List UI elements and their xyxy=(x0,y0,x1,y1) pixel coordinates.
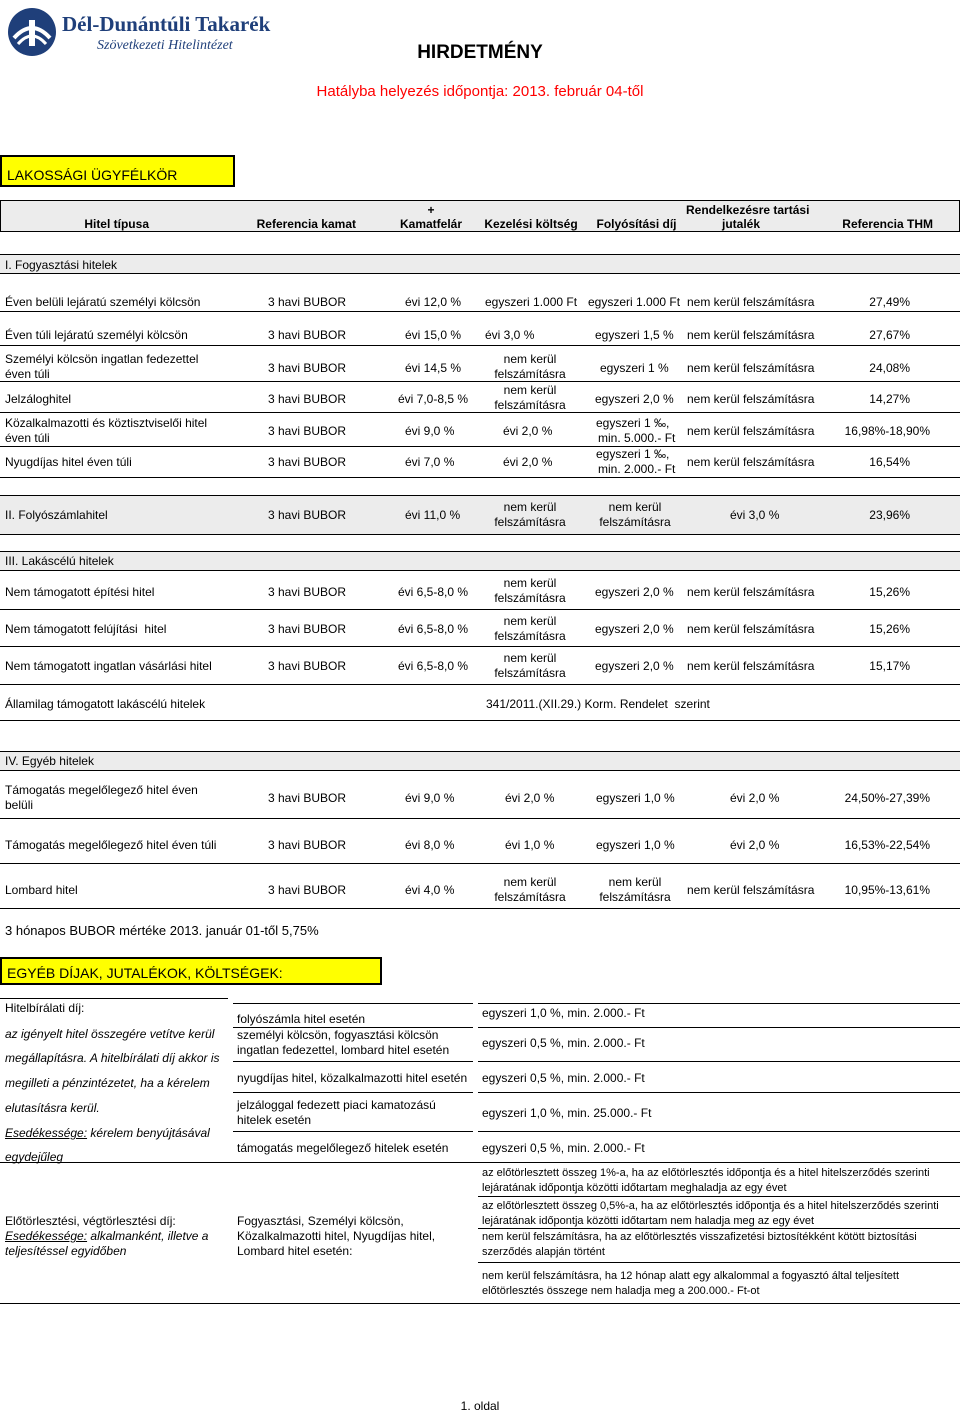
section-title: IV. Egyéb hitelek xyxy=(5,754,94,768)
row-type: Nem támogatott építési hitel xyxy=(5,585,155,599)
fee-divider xyxy=(233,1003,473,1004)
row-thm: 15,26% xyxy=(869,622,910,636)
fee-value: egyszeri 0,5 %, min. 2.000.- Ft xyxy=(482,1036,645,1050)
fee-divider xyxy=(233,1061,473,1062)
row-avail: nem kerül felszámításra xyxy=(687,361,815,375)
fee-divider xyxy=(478,1196,960,1197)
due-text: kérelem benyújtásával xyxy=(87,1126,210,1140)
row-mgmt-2: felszámításra xyxy=(494,890,566,904)
fee-case: támogatás megelőlegező hitelek esetén xyxy=(237,1141,449,1155)
row-ref: 3 havi BUBOR xyxy=(268,585,347,599)
fee-case: Fogyasztási, Személyi kölcsön, Közalkalmazotti hitel, Nyugdíjas hitel, Lombard hitel esetén: xyxy=(237,1214,436,1258)
row-mgmt-2: felszámításra xyxy=(494,666,566,680)
row-mgmt: nem kerül xyxy=(503,576,557,590)
row-divider xyxy=(0,381,960,382)
page-subtitle: Hatályba helyezés időpontja: 2013. február 04-től xyxy=(316,83,644,100)
logo-subtitle: Szövetkezeti Hitelintézet xyxy=(97,38,233,53)
row-type: Személyi kölcsön ingatlan fedezettel xyxy=(5,352,199,366)
row-margin: évi 7,0-8,5 % xyxy=(398,392,469,406)
row-divider xyxy=(0,684,960,685)
row-disb: egyszeri 2,0 % xyxy=(595,585,674,599)
row-type: Támogatás megelőlegező hitel éven xyxy=(5,783,198,797)
section-title: I. Fogyasztási hitelek xyxy=(5,258,118,272)
customer-group-box xyxy=(0,155,235,187)
header-ref: Referencia kamat xyxy=(256,217,356,231)
row-divider xyxy=(0,908,960,909)
row-avail: évi 2,0 % xyxy=(730,791,780,805)
row-type: Lombard hitel xyxy=(5,883,78,897)
page-number: 1. oldal xyxy=(460,1399,500,1413)
row-type: Államilag támogatott lakáscélú hitelek xyxy=(5,697,206,711)
row-ref: 3 havi BUBOR xyxy=(268,508,347,522)
row-mgmt: egyszeri 1.000 Ft xyxy=(485,295,578,309)
table-header xyxy=(0,200,960,232)
due-label: Esedékessége: xyxy=(5,1126,88,1140)
header-avail-1: Rendelkezésre tartási xyxy=(686,203,810,217)
row-mgmt: évi 1,0 % xyxy=(505,838,555,852)
row-mgmt: nem kerül xyxy=(503,383,557,397)
row-divider xyxy=(0,412,960,413)
row-type: Támogatás megelőlegező hitel éven túli xyxy=(5,838,217,852)
fee-value: egyszeri 0,5 %, min. 2.000.- Ft xyxy=(482,1141,645,1155)
section-housing-loans xyxy=(0,551,960,571)
fee-divider xyxy=(233,1131,473,1132)
row-divider xyxy=(0,720,960,721)
row-type: Nyugdíjas hitel éven túli xyxy=(5,455,132,469)
row-type: Nem támogatott ingatlan vásárlási hitel xyxy=(5,659,212,673)
fee-divider xyxy=(0,1303,960,1304)
row-margin: évi 7,0 % xyxy=(405,455,455,469)
fee-appraisal-text: egydejűleg xyxy=(5,1150,64,1164)
row-avail: nem kerül felszámításra xyxy=(687,622,815,636)
row-thm: 27,67% xyxy=(869,328,910,342)
row-margin: évi 6,5-8,0 % xyxy=(398,585,469,599)
row-avail: nem kerül felszámításra xyxy=(687,392,815,406)
row-ref: 3 havi BUBOR xyxy=(268,791,347,805)
fee-appraisal-title: Hitelbírálati díj: xyxy=(5,1001,85,1015)
row-thm: 24,08% xyxy=(869,361,910,375)
section-title: II. Folyószámlahitel xyxy=(5,508,108,522)
row-thm: 23,96% xyxy=(869,508,910,522)
fee-divider xyxy=(478,1228,960,1229)
row-ref: 3 havi BUBOR xyxy=(268,455,347,469)
row-ref: 3 havi BUBOR xyxy=(268,622,347,636)
row-disb: nem kerül xyxy=(608,875,662,889)
row-mgmt: nem kerül xyxy=(503,500,557,514)
header-thm: Referencia THM xyxy=(842,217,933,231)
row-margin: évi 8,0 % xyxy=(405,838,455,852)
row-mgmt: évi 2,0 % xyxy=(503,455,553,469)
bubor-note: 3 hónapos BUBOR mértéke 2013. január 01-től 5,75% xyxy=(5,923,319,938)
fee-prepayment-due xyxy=(5,1229,208,1243)
row-avail: nem kerül felszámításra xyxy=(687,585,815,599)
fees-title-box xyxy=(0,957,382,985)
row-avail: nem kerül felszámításra xyxy=(687,424,815,438)
row-avail: évi 3,0 % xyxy=(730,508,780,522)
fees-title: EGYÉB DÍJAK, JUTALÉKOK, KÖLTSÉGEK: xyxy=(7,965,283,981)
customer-group-label: LAKOSSÁGI ÜGYFÉLKÖR xyxy=(7,167,178,183)
logo-name: Dél-Dunántúli Takarék xyxy=(62,12,271,36)
row-type: Nem támogatott felújítási hitel xyxy=(5,622,167,636)
row-ref: 3 havi BUBOR xyxy=(268,392,347,406)
fee-term: az előtörlesztett összeg 1%-a, ha az előtörlesztés időpontja és a hitel hitelszerződés szerinti lejáratának időpontja közötti időtartam meghaladja az egy évet xyxy=(482,1167,930,1194)
fee-case: jelzáloggal fedezett piaci kamatozású hitelek esetén xyxy=(237,1098,436,1127)
row-mgmt: nem kerül xyxy=(503,875,557,889)
row-ref: 3 havi BUBOR xyxy=(268,328,347,342)
row-mgmt: nem kerül xyxy=(503,614,557,628)
header-margin: Kamatfelár xyxy=(399,217,463,231)
fee-divider xyxy=(0,998,228,999)
fee-prepayment-title: Előtörlesztési, végtörlesztési díj: xyxy=(5,1214,176,1228)
row-ref: 3 havi BUBOR xyxy=(268,295,347,309)
row-disb: egyszeri 1 ‰, xyxy=(596,447,670,461)
row-mgmt: évi 2,0 % xyxy=(505,791,555,805)
header-type: Hitel típusa xyxy=(84,217,149,231)
fee-term: nem kerül felszámításra, ha 12 hónap alatt egy alkalommal a fogyasztó által teljesített előtörlesztés összege nem haladja meg a 200.000.- Ft-ot xyxy=(482,1270,899,1297)
fee-case: nyugdíjas hitel, közalkalmazotti hitel esetén xyxy=(237,1071,468,1085)
row-type: Éven belüli lejáratú személyi kölcsön xyxy=(5,295,201,309)
row-mgmt-2: felszámításra xyxy=(494,398,566,412)
row-margin: évi 4,0 % xyxy=(405,883,455,897)
due-label: Esedékessége: xyxy=(5,1229,88,1243)
row-thm: 27,49% xyxy=(869,295,910,309)
row-margin: évi 6,5-8,0 % xyxy=(398,659,469,673)
fee-divider xyxy=(233,1092,473,1093)
fee-appraisal-text: elutasításra kerül. xyxy=(5,1101,100,1115)
row-mgmt-2: felszámításra xyxy=(494,515,566,529)
row-divider xyxy=(0,345,960,346)
row-disb: egyszeri 1,0 % xyxy=(596,838,675,852)
row-disb-2: felszámításra xyxy=(599,515,671,529)
row-mgmt: évi 2,0 % xyxy=(503,424,553,438)
row-disb: egyszeri 1 % xyxy=(600,361,669,375)
row-type: Éven túli lejáratú személyi kölcsön xyxy=(5,328,188,342)
row-thm: 15,26% xyxy=(869,585,910,599)
row-avail: nem kerül felszámításra xyxy=(687,455,815,469)
fee-value: egyszeri 1,0 %, min. 25.000.- Ft xyxy=(482,1106,652,1120)
fee-divider xyxy=(478,1262,960,1263)
header-plus: + xyxy=(427,203,435,217)
row-ref: 3 havi BUBOR xyxy=(268,838,347,852)
row-thm: 10,95%-13,61% xyxy=(844,883,930,897)
fee-prepayment-text: teljesítéssel egyidőben xyxy=(5,1244,127,1258)
row-disb-2: min. 5.000.- Ft xyxy=(598,431,676,445)
row-margin: évi 6,5-8,0 % xyxy=(398,622,469,636)
row-disb: nem kerül xyxy=(608,500,662,514)
row-disb-2: min. 2.000.- Ft xyxy=(598,462,676,476)
fee-appraisal-text: megállapításra. A hitelbírálati díj akkor is xyxy=(5,1051,220,1065)
row-avail: nem kerül felszámításra xyxy=(687,659,815,673)
section-consumer-loans xyxy=(0,254,960,274)
row-type-2: éven túli xyxy=(5,431,50,445)
row-disb: egyszeri 1,5 % xyxy=(595,328,674,342)
row-margin: évi 9,0 % xyxy=(405,791,455,805)
row-thm: 16,98%-18,90% xyxy=(844,424,930,438)
row-disb: egyszeri 1,0 % xyxy=(596,791,675,805)
row-disb-2: felszámításra xyxy=(599,890,671,904)
row-margin: évi 9,0 % xyxy=(405,424,455,438)
row-thm: 16,53%-22,54% xyxy=(844,838,930,852)
row-margin: évi 15,0 % xyxy=(405,328,462,342)
fee-divider xyxy=(478,1027,960,1028)
section-overdraft xyxy=(0,495,960,535)
fee-value: egyszeri 1,0 %, min. 2.000.- Ft xyxy=(482,1006,645,1020)
row-ref: 3 havi BUBOR xyxy=(268,361,347,375)
row-divider xyxy=(0,646,960,647)
fee-case: személyi kölcsön, fogyasztási kölcsön ingatlan fedezettel, lombard hitel esetén xyxy=(237,1028,450,1057)
due-text: alkalmanként, illetve a xyxy=(87,1229,209,1243)
row-mgmt-2: felszámításra xyxy=(494,367,566,381)
row-note: 341/2011.(XII.29.) Korm. Rendelet szerint xyxy=(486,697,710,711)
section-other-loans xyxy=(0,751,960,771)
header-mgmt: Kezelési költség xyxy=(484,217,578,231)
section-title: III. Lakáscélú hitelek xyxy=(5,554,114,568)
row-avail: nem kerül felszámításra xyxy=(687,295,815,309)
fee-divider xyxy=(478,1131,960,1132)
fee-appraisal-due xyxy=(5,1126,210,1140)
row-disb: egyszeri 2,0 % xyxy=(595,392,674,406)
row-mgmt: nem kerül xyxy=(503,651,557,665)
fee-term: nem kerül felszámításra, ha az előtörlesztés visszafizetési biztosítékként kötött biztosítási szerződés alapján történt xyxy=(482,1231,917,1258)
row-disb: egyszeri 2,0 % xyxy=(595,622,674,636)
row-mgmt-2: felszámításra xyxy=(494,591,566,605)
fee-term: az előtörlesztett összeg 0,5%-a, ha az előtörlesztés időpontja és a hitel hitelszerződés szerinti lejáratának időpontja közötti időtartam nem haladja meg az egy évet xyxy=(482,1200,939,1227)
row-divider xyxy=(0,818,960,819)
row-avail: nem kerül felszámításra xyxy=(687,883,815,897)
row-type: Közalkalmazotti és köztisztviselői hitel xyxy=(5,416,208,430)
page-title: HIRDETMÉNY xyxy=(417,42,543,63)
row-divider xyxy=(0,609,960,610)
row-thm: 14,27% xyxy=(869,392,910,406)
row-thm: 24,50%-27,39% xyxy=(844,791,930,805)
fee-divider xyxy=(0,1162,960,1163)
row-ref: 3 havi BUBOR xyxy=(268,659,347,673)
fee-appraisal-text: megilleti a pénzintézetet, ha a kérelem xyxy=(5,1076,210,1090)
fee-appraisal-text: az igényelt hitel összegére vetítve kerül xyxy=(5,1027,215,1041)
row-avail: nem kerül felszámításra xyxy=(687,328,815,342)
fee-case: folyószámla hitel esetén xyxy=(237,1012,366,1026)
row-margin: évi 11,0 % xyxy=(405,508,461,522)
row-thm: 16,54% xyxy=(869,455,910,469)
row-type: Jelzáloghitel xyxy=(5,392,72,406)
row-mgmt: nem kerül xyxy=(503,352,557,366)
row-ref: 3 havi BUBOR xyxy=(268,424,347,438)
row-thm: 15,17% xyxy=(869,659,910,673)
row-ref: 3 havi BUBOR xyxy=(268,883,347,897)
row-mgmt: évi 3,0 % xyxy=(485,328,535,342)
row-divider xyxy=(0,863,960,864)
header-disb: Folyósítási díj xyxy=(596,217,677,231)
row-disb: egyszeri 1.000 Ft xyxy=(588,295,681,309)
fee-divider xyxy=(478,1003,960,1004)
row-margin: évi 14,5 % xyxy=(405,361,462,375)
row-type-2: éven túli xyxy=(5,367,50,381)
row-type-2: belüli xyxy=(5,798,34,812)
row-disb: egyszeri 1 ‰, xyxy=(596,416,670,430)
row-mgmt-2: felszámításra xyxy=(494,629,566,643)
row-avail: évi 2,0 % xyxy=(730,838,780,852)
row-divider xyxy=(0,311,960,312)
row-divider xyxy=(0,446,960,447)
fee-divider xyxy=(478,1092,960,1093)
row-margin: évi 12,0 % xyxy=(405,295,462,309)
row-disb: egyszeri 2,0 % xyxy=(595,659,674,673)
fee-divider xyxy=(478,1061,960,1062)
fee-value: egyszeri 0,5 %, min. 2.000.- Ft xyxy=(482,1071,645,1085)
row-divider xyxy=(0,477,960,478)
header-avail-2: jutalék xyxy=(721,217,760,231)
